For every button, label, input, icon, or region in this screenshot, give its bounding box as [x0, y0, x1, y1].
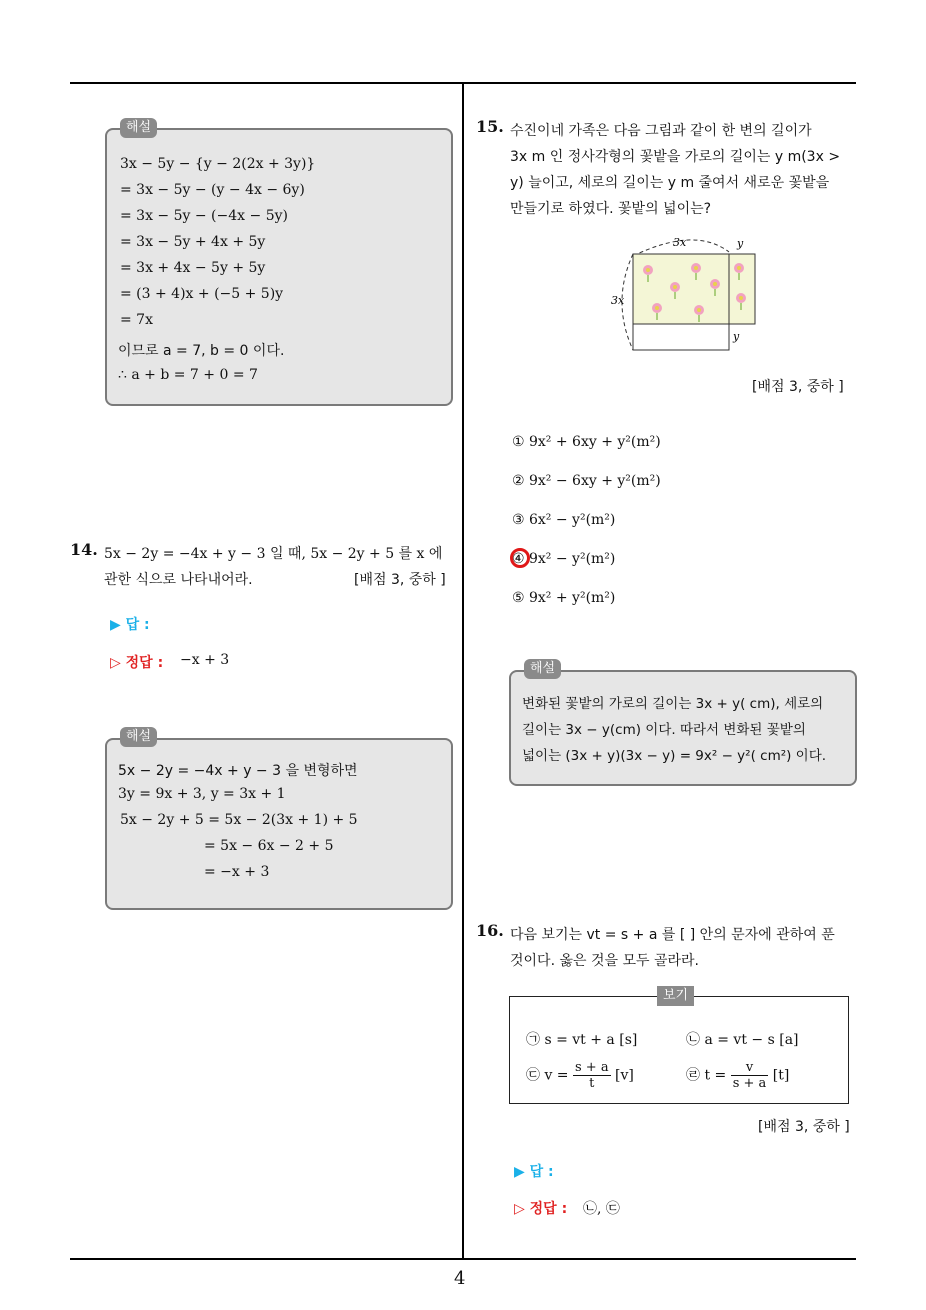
q15-choice-4[interactable]: ④ 9x² − y²(m²) [512, 551, 616, 567]
q16-correct-value: ㉡, ㉢ [583, 1201, 620, 1217]
fig-label-top: 3x [673, 236, 687, 249]
sol13-line-2: = 3x − 5y − (y − 4x − 6y) [120, 182, 305, 198]
q15-score: [배점 3, 중하 ] [752, 379, 844, 395]
q15-choice-5[interactable]: ⑤ 9x² + y²(m²) [512, 590, 616, 606]
fig-label-top-right: y [737, 237, 744, 250]
sol13-line-9: ∴ a + b = 7 + 0 = 7 [118, 367, 258, 383]
q14-line-2: 관한 식으로 나타내어라. [104, 572, 253, 588]
q15-line-4: 만들기로 하였다. 꽃밭의 넓이는? [510, 201, 712, 217]
solution-tag-13: 해설 [120, 118, 157, 138]
sol13-line-7: = 7x [120, 312, 153, 328]
sol15-line-1: 변화된 꽃밭의 가로의 길이는 3x + y( cm), 세로의 [522, 696, 824, 712]
q15-number: 15. [476, 117, 504, 136]
q16-line-2: 것이다. 옳은 것을 모두 골라라. [510, 953, 699, 969]
q16-answer-label: ▶ 답 : [514, 1164, 554, 1180]
q15-line-2: 3x m 인 정사각형의 꽃밭을 가로의 길이는 y m(3x > [510, 149, 841, 165]
bogi-item-d-prefix: ㉣ t = [686, 1067, 727, 1084]
q14-answer-label: ▶ 답 : [110, 617, 150, 633]
flower-garden-figure [605, 232, 785, 362]
selected-answer-circle [510, 548, 530, 568]
bogi-item-c-fraction: $\frac{s + a}{t}$ [575, 1060, 609, 1091]
q15-choice-1[interactable]: ① 9x² + 6xy + y²(m²) [512, 434, 661, 450]
solution-tag-14: 해설 [120, 727, 157, 747]
sol14-line-1: 5x − 2y = −4x + y − 3 을 변형하면 [118, 763, 358, 779]
bogi-item-d [686, 1060, 789, 1091]
column-divider [462, 82, 464, 1259]
fig-label-left: 3x [611, 294, 625, 307]
sol14-line-3: 5x − 2y + 5 = 5x − 2(3x + 1) + 5 [120, 812, 358, 828]
q15-choice-3[interactable]: ③ 6x² − y²(m²) [512, 512, 616, 528]
q16-score: [배점 3, 중하 ] [758, 1119, 850, 1135]
q16-number: 16. [476, 921, 504, 940]
bogi-item-c-suffix: [v] [615, 1067, 634, 1084]
bogi-item-b: ㉡ a = vt − s [a] [686, 1032, 799, 1048]
q14-correct-value: −x + 3 [180, 652, 230, 668]
bogi-tag: 보기 [657, 986, 694, 1006]
solution-tag-15: 해설 [524, 659, 561, 679]
q14-correct-label: ▷ 정답 : [110, 655, 164, 671]
q14-line-1: 5x − 2y = −4x + y − 3 일 때, 5x − 2y + 5 를 x 에 [104, 546, 443, 562]
bogi-item-c [526, 1060, 634, 1091]
sol13-line-8: 이므로 a = 7, b = 0 이다. [118, 343, 285, 359]
sol14-line-2: 3y = 9x + 3, y = 3x + 1 [118, 786, 286, 802]
sol15-line-2: 길이는 3x − y(cm) 이다. 따라서 변화된 꽃밭의 [522, 722, 806, 738]
bottom-rule [70, 1258, 856, 1260]
sol13-line-1: 3x − 5y − {y − 2(2x + 3y)} [120, 156, 316, 172]
q15-line-3: y) 늘이고, 세로의 길이는 y m 줄여서 새로운 꽃밭을 [510, 175, 830, 191]
bogi-item-d-suffix: [t] [772, 1067, 790, 1084]
q15-choice-2[interactable]: ② 9x² − 6xy + y²(m²) [512, 473, 661, 489]
q14-score: [배점 3, 중하 ] [354, 572, 446, 588]
sol13-line-6: = (3 + 4)x + (−5 + 5)y [120, 286, 284, 302]
bogi-item-a: ㉠ s = vt + a [s] [526, 1032, 638, 1048]
q14-number: 14. [70, 540, 98, 559]
sol13-line-3: = 3x − 5y − (−4x − 5y) [120, 208, 288, 224]
q16-line-1: 다음 보기는 vt = s + a 를 [ ] 안의 문자에 관하여 푼 [510, 927, 835, 943]
bogi-item-d-fraction: $\frac{v}{s + a}$ [732, 1060, 767, 1091]
fig-label-bottom-right: y [733, 330, 740, 343]
bogi-item-c-prefix: ㉢ v = [526, 1067, 569, 1084]
sol13-line-4: = 3x − 5y + 4x + 5y [120, 234, 266, 250]
sol14-line-4: = 5x − 6x − 2 + 5 [204, 838, 334, 854]
q15-line-1: 수진이네 가족은 다음 그림과 같이 한 변의 길이가 [510, 123, 812, 139]
q16-correct-label: ▷ 정답 : [514, 1201, 568, 1217]
page-number: 4 [454, 1268, 466, 1289]
sol14-line-5: = −x + 3 [204, 864, 270, 880]
sol15-line-3: 넓이는 (3x + y)(3x − y) = 9x² − y²( cm²) 이다. [522, 748, 827, 764]
sol13-line-5: = 3x + 4x − 5y + 5y [120, 260, 266, 276]
